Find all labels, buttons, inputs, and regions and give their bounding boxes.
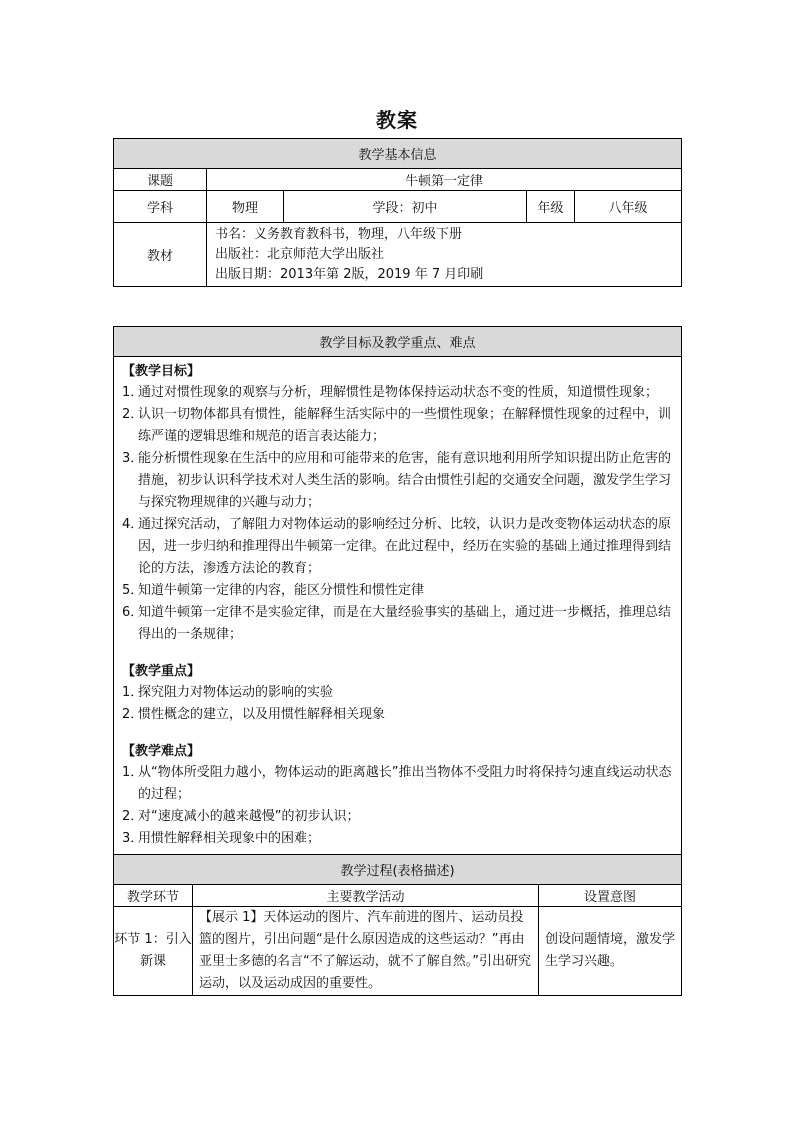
textbook-publisher: 出版社：北京师范大学出版社 <box>215 246 385 262</box>
basic-info-header: 教学基本信息 <box>114 139 682 169</box>
topic-value: 牛顿第一定律 <box>207 169 682 191</box>
process-activity: 【展示 1】天体运动的图片、汽车前进的图片、运动员投篮的图片，引出问题“是什么原因造成的这些运动？”再由亚里士多德的名言“不了解运动，就不了解自然。”引出研究运动，以及运动成因的重要性。 <box>193 907 539 996</box>
grade-value: 八年级 <box>575 191 682 223</box>
objectives-content <box>114 357 682 855</box>
list-item: 1． 探究阻力对物体运动的影响的实验 <box>122 685 334 700</box>
process-stage: 环节 1：引入新课 <box>114 907 193 996</box>
textbook-label: 教材 <box>114 223 207 287</box>
process-purpose: 创设问题情境，激发学生学习兴趣。 <box>539 907 682 996</box>
col-stage-header: 教学环节 <box>114 885 193 907</box>
list-item: 6． 知道牛顿第一定律不是实验定律，而是在大量经验事实的基础上，通过进一步概括，推理总结得出的一条规律； <box>122 605 672 642</box>
key-points-title: 【教学重点】 <box>122 664 201 679</box>
list-item: 2． 对“速度减小的越来越慢”的初步认识； <box>122 809 360 824</box>
col-purpose-header: 设置意图 <box>539 885 682 907</box>
subject-value: 物理 <box>207 191 284 223</box>
list-item: 4． 通过探究活动，了解阻力对物体运动的影响经过分析、比较，认识力是改变物体运动状态的原因，进一步归纳和推理得出牛顿第一定律。在此过程中，经历在实验的基础上通过推理得到结论的方法，渗透方法论的教育； <box>122 517 672 576</box>
document-title: 教案 <box>376 108 418 132</box>
goals-list <box>122 382 673 646</box>
difficult-points-title: 【教学难点】 <box>122 744 201 759</box>
textbook-publish-date: 出版日期：2013年第 2版，2019 年 7 月印刷 <box>215 266 484 282</box>
list-item: 1． 从“物体所受阻力越小，物体运动的距离越长”推出当物体不受阻力时将保持匀速直线运动状态的过程； <box>122 765 672 802</box>
difficult-points-list <box>122 762 673 850</box>
list-item: 2． 惯性概念的建立，以及用惯性解释相关现象 <box>122 707 386 722</box>
textbook-info <box>207 223 682 287</box>
objectives-process-table <box>113 326 682 996</box>
stage-text: 学段：初中 <box>284 191 527 223</box>
process-header: 教学过程(表格描述) <box>114 855 682 885</box>
subject-label: 学科 <box>114 191 207 223</box>
list-item: 3． 能分析惯性现象在生活中的应用和可能带来的危害，能有意识地利用所学知识提出防止危害的措施，初步认识科学技术对人类生活的影响。结合由惯性引起的交通安全问题，激发学生学习与探究物理规律的兴趣与动力； <box>122 451 672 510</box>
list-item: 3． 用惯性解释相关现象中的困难； <box>122 831 321 846</box>
list-item: 5． 知道牛顿第一定律的内容，能区分惯性和惯性定律 <box>122 583 425 598</box>
objectives-header: 教学目标及教学重点、难点 <box>114 327 682 357</box>
goals-title: 【教学目标】 <box>122 364 201 379</box>
grade-label: 年级 <box>527 191 575 223</box>
list-item: 2． 认识一切物体都具有惯性，能解释生活实际中的一些惯性现象；在解释惯性现象的过程中，训练严谨的逻辑思维和规范的语言表达能力； <box>122 407 672 444</box>
col-activity-header: 主要教学活动 <box>193 885 539 907</box>
basic-info-table <box>113 138 682 287</box>
key-points-list <box>122 682 673 726</box>
table-row <box>114 907 682 996</box>
list-item: 1． 通过对惯性现象的观察与分析，理解惯性是物体保持运动状态不变的性质，知道惯性现象； <box>122 385 659 400</box>
textbook-book-name: 书名：义务教育教科书，物理，八年级下册 <box>215 226 463 242</box>
topic-label: 课题 <box>114 169 207 191</box>
